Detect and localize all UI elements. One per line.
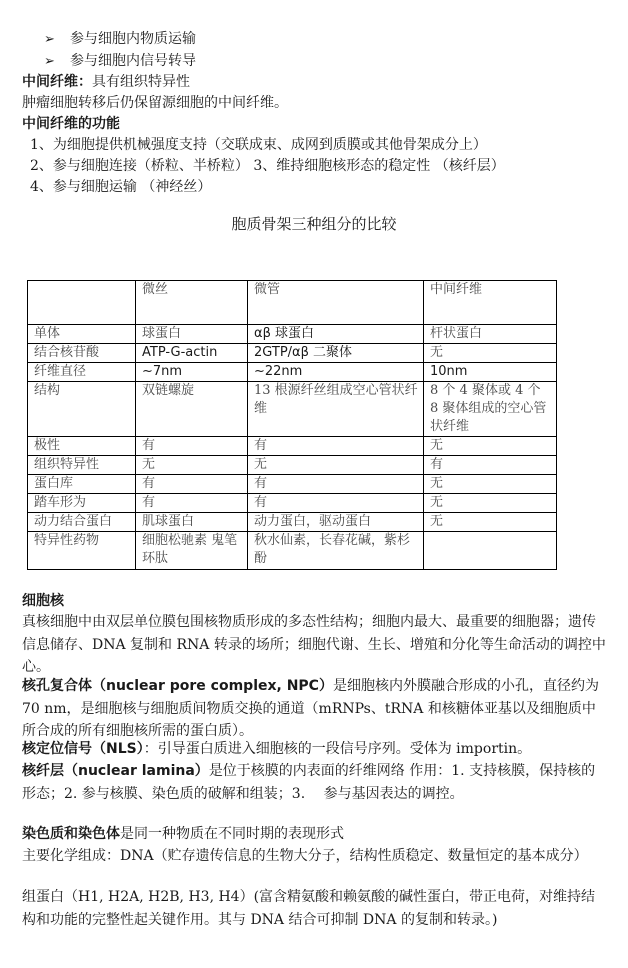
bullet-item: ➢ 参与细胞内信号转导 bbox=[44, 50, 628, 73]
npc-text: 是细胞核内外膜融合形成的小孔，直径约为 70 nm，是细胞核与细胞质间物质交换的通道（mRNPs、tRNA 和核糖体亚基以及细胞质中所合成的所有细胞核所需的蛋白质）。 bbox=[22, 678, 599, 739]
table-row bbox=[28, 494, 557, 513]
table-cell: αβ 球蛋白 bbox=[248, 325, 424, 344]
table-cell: ~22nm bbox=[248, 363, 424, 382]
arrow-bullet-icon: ➢ bbox=[44, 32, 55, 47]
table-header-cell: 微管 bbox=[248, 281, 424, 325]
table-cell: 极性 bbox=[28, 437, 136, 456]
lamina-text: 是位于核膜的内表面的纤维网络 作用：1. 支持核膜，保持核的形态；2. 参与核膜、染色质的破解和组装；3. 参与基因表达的调控。 bbox=[22, 763, 596, 802]
table-cell: 结构 bbox=[28, 382, 136, 437]
function-item: 4、参与细胞运输 （神经丝） bbox=[30, 179, 212, 195]
table-cell: 无 bbox=[424, 494, 557, 513]
table-row bbox=[28, 325, 557, 344]
function-item: 2、参与细胞连接（桥粒、半桥粒） 3、维持细胞核形态的稳定性 （核纤层） bbox=[30, 158, 505, 174]
chromatin-composition: 主要化学组成：DNA（贮存遗传信息的生物大分子，结构性质稳定、数量恒定的基本成分） bbox=[22, 848, 588, 864]
table-header-row bbox=[28, 281, 557, 325]
table-cell: 双链螺旋 bbox=[136, 382, 248, 437]
table-cell: 有 bbox=[136, 437, 248, 456]
functions-heading: 中间纤维的功能 bbox=[22, 116, 120, 132]
chromatin-text: 是同一种物质在不同时期的表现形式 bbox=[120, 826, 344, 842]
table-cell: 无 bbox=[424, 344, 557, 363]
table-cell: 蛋白库 bbox=[28, 475, 136, 494]
table-cell: 无 bbox=[136, 456, 248, 475]
nucleus-heading: 细胞核 bbox=[22, 593, 64, 609]
table-row bbox=[28, 532, 557, 570]
table-cell: 球蛋白 bbox=[136, 325, 248, 344]
table-cell: 组织特异性 bbox=[28, 456, 136, 475]
table-cell: 纤维直径 bbox=[28, 363, 136, 382]
nucleus-paragraph: 真核细胞中由双层单位膜包围核物质形成的多态性结构；细胞内最大、最重要的细胞器；遗传信息储存、DNA 复制和 RNA 转录的场所；细胞代谢、生长、增殖和分化等生命活动的调控中心。 bbox=[22, 614, 606, 675]
lamina-term: 核纤层（nuclear lamina） bbox=[22, 763, 209, 779]
table-cell: 有 bbox=[424, 456, 557, 475]
table-cell: 动力蛋白，驱动蛋白 bbox=[248, 513, 424, 532]
nls-text: ：引导蛋白质进入细胞核的一段信号序列。受体为 importin。 bbox=[143, 741, 532, 757]
table-cell: 结合核苷酸 bbox=[28, 344, 136, 363]
table-cell: 8 个 4 聚体或 4 个 8 聚体组成的空心管状纤维 bbox=[424, 382, 557, 437]
table-cell: 细胞松驰素 鬼笔环肽 bbox=[136, 532, 248, 570]
bullet-item: ➢ 参与细胞内物质运输 bbox=[44, 28, 628, 51]
table-header-cell: 微丝 bbox=[136, 281, 248, 325]
table-cell: 单体 bbox=[28, 325, 136, 344]
nls-paragraph bbox=[22, 738, 608, 761]
chromatin-term: 染色质和染色体 bbox=[22, 826, 120, 842]
table-caption: 胞质骨架三种组分的比较 bbox=[231, 215, 397, 233]
table-cell bbox=[424, 532, 557, 570]
table-cell: 无 bbox=[424, 475, 557, 494]
nls-term: 核定位信号（NLS） bbox=[22, 741, 144, 757]
table-cell: 有 bbox=[136, 475, 248, 494]
chromatin-paragraph bbox=[22, 823, 608, 846]
table-cell: ~7nm bbox=[136, 363, 248, 382]
table-cell: 无 bbox=[248, 456, 424, 475]
table-cell: 无 bbox=[424, 437, 557, 456]
lamina-paragraph bbox=[22, 760, 608, 805]
table-cell: 踏车形为 bbox=[28, 494, 136, 513]
intermediate-filament-heading: 中间纤维：具有组织特异性 bbox=[22, 74, 190, 90]
npc-paragraph bbox=[22, 675, 608, 743]
table-cell: 有 bbox=[248, 475, 424, 494]
table-header-cell bbox=[28, 281, 136, 325]
table-cell: 2GTP/αβ 二聚体 bbox=[248, 344, 424, 363]
table-cell: 10nm bbox=[424, 363, 557, 382]
table-cell: 无 bbox=[424, 513, 557, 532]
table-row bbox=[28, 456, 557, 475]
table-row bbox=[28, 437, 557, 456]
table-row bbox=[28, 344, 557, 363]
histone-paragraph: 组蛋白（H1, H2A, H2B, H3, H4）(富含精氨酸和赖氨酸的碱性蛋白，带正电荷，对维持结构和功能的完整性起关键作用。其与 DNA 结合可抑制 DNA 的复制和转录。) bbox=[22, 889, 596, 928]
table-cell: 动力结合蛋白 bbox=[28, 513, 136, 532]
table-row bbox=[28, 363, 557, 382]
table-cell: 杆状蛋白 bbox=[424, 325, 557, 344]
table-header-cell: 中间纤维 bbox=[424, 281, 557, 325]
table-cell: 肌球蛋白 bbox=[136, 513, 248, 532]
table-cell: 有 bbox=[136, 494, 248, 513]
table-row bbox=[28, 475, 557, 494]
table-cell: 有 bbox=[248, 494, 424, 513]
function-item: 1、为细胞提供机械强度支持（交联成束、成网到质膜或其他骨架成分上） bbox=[30, 137, 487, 153]
table-cell: 秋水仙素，长春花碱，紫杉酚 bbox=[248, 532, 424, 570]
comparison-table bbox=[27, 280, 557, 570]
intermediate-filament-note: 肿瘤细胞转移后仍保留源细胞的中间纤维。 bbox=[22, 95, 288, 111]
table-cell: ATP-G-actin bbox=[136, 344, 248, 363]
table-cell: 13 根源纤丝组成空心管状纤维 bbox=[248, 382, 424, 437]
table-row bbox=[28, 513, 557, 532]
table-cell: 有 bbox=[248, 437, 424, 456]
table-row bbox=[28, 382, 557, 437]
npc-term: 核孔复合体（nuclear pore complex, NPC） bbox=[22, 678, 333, 694]
arrow-bullet-icon: ➢ bbox=[44, 54, 55, 69]
table-cell: 特异性药物 bbox=[28, 532, 136, 570]
